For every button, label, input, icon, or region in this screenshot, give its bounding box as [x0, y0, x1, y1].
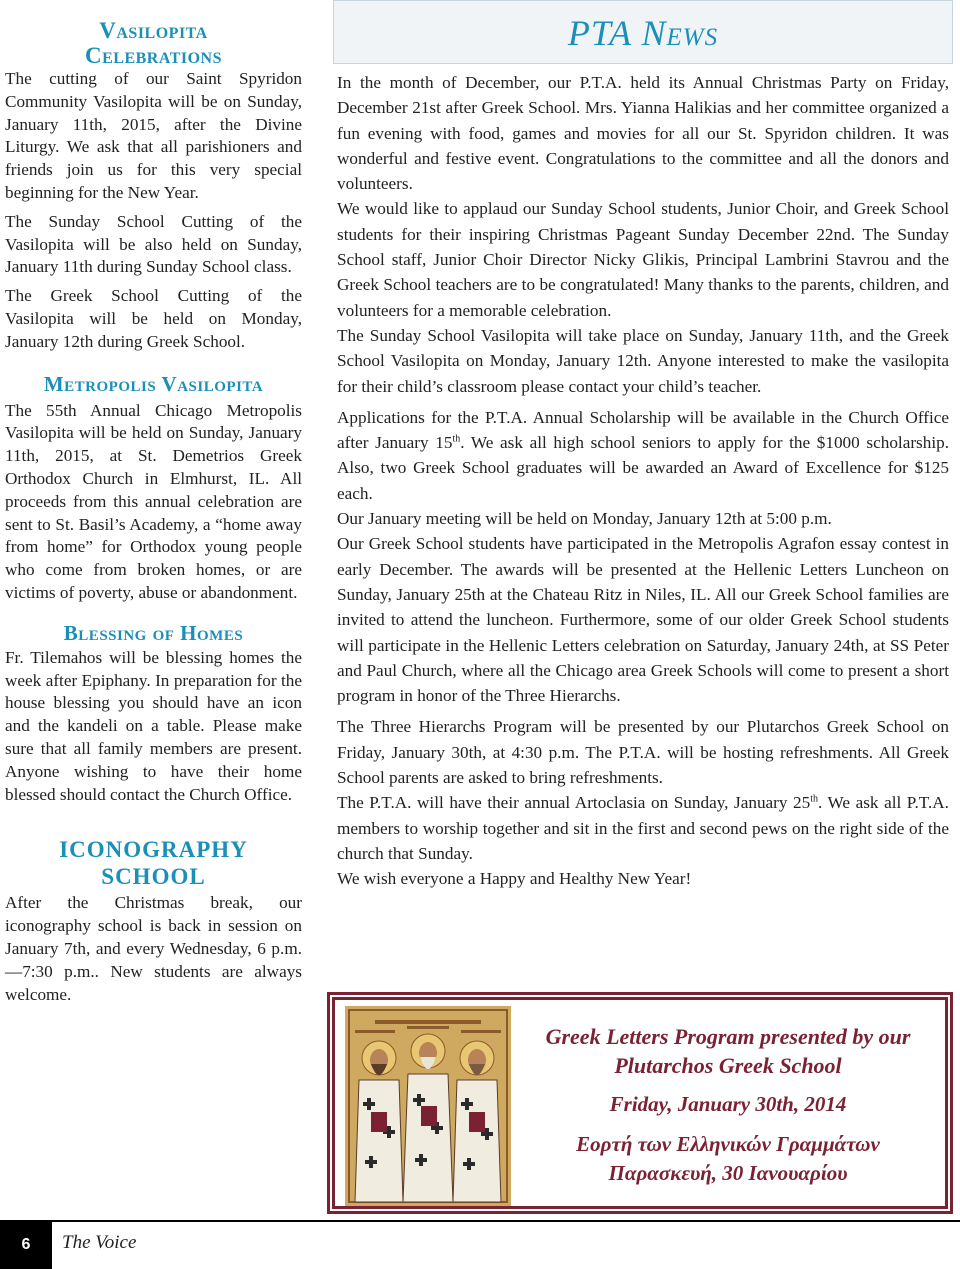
page-footer — [0, 1220, 960, 1269]
blessing-paragraph: Fr. Tilemahos will be blessing homes the week after Epiphany. In preparation for the house blessing you should have an icon and the kandeli on a table. Please make sure that all family members are present. Anyone wishing to have their home blessed should contact the Church Office. — [5, 647, 302, 804]
pta-news-title: PTA News — [567, 13, 719, 53]
banner-line2: Plutarchos Greek School — [614, 1053, 842, 1078]
banner-greek-line1: Εορτή των Ελληνικών Γραμμάτων — [576, 1132, 880, 1156]
scholarship-paragraph — [337, 405, 949, 506]
artoclasia-text-a: The P.T.A. will have their annual Artoclasia on Sunday, January 25 — [337, 793, 811, 813]
iconography-title-line1: ICONOGRAPHY — [59, 837, 248, 863]
footer-divider — [52, 1220, 960, 1222]
pageant-paragraph: We would like to applaud our Sunday School students, Junior Choir, and Greek School students for their inspiring Christmas Pageant Sunday December 22nd. The Sunday School staff, Junior Choir Director Nicky Glikis, Principal Lambrini Stavrou and the Greek School teachers are to be congratulated! Many thanks to the parents, children, and volunteers for a memorable celebration. — [337, 199, 949, 320]
metropolis-title: Metropolis Vasilopita — [43, 371, 264, 396]
artoclasia-sup: th — [810, 793, 819, 805]
pta-news-header — [333, 0, 953, 64]
artoclasia-paragraph — [337, 790, 949, 866]
agrafon-paragraph: Our Greek School students have participated in the Metropolis Agrafon essay contest in early December. The awards will be presented at the Hellenic Letters Luncheon on Sunday, January 25th at the Chateau Ritz in Niles, IL. All our Greek School families are invited to attend the luncheon. Furthermore, some of our older Greek School students will participate in the Hellenic Letters celebration on Saturday, January 24th, at SS Peter and Paul Church, where all the Chicago area Greek Schools will come to present a short program in honor of the Three Hierarchs. — [337, 534, 949, 706]
vasilopita-title-line1: Vasilopita — [99, 18, 208, 43]
artoclasia-text-b: . We ask all P.T.A. members to worship together and sit in the first and second pews on the right side of the church that Sunday. — [337, 793, 949, 863]
publication-name: The Voice — [62, 1232, 137, 1253]
new-year-wish: We wish everyone a Happy and Healthy New Year! — [337, 869, 692, 889]
blessing-title: Blessing of Homes — [63, 620, 244, 645]
sunday-school-cutting-paragraph: The Sunday School Cutting of the Vasilopita will be also held on Sunday, January 11th during Sunday School class. — [5, 211, 302, 277]
three-hierarchs-icon — [345, 1006, 511, 1206]
vasilopita-title-line2: Celebrations — [84, 43, 223, 68]
christmas-party-paragraph: In the month of December, our P.T.A. held its Annual Christmas Party on Friday, December 21st after Greek School. Mrs. Yianna Halikias and her committee organized a fun evening with food, games and movies for all our St. Spyridon children. It was wonderful and festive event. Congratulations to the committee and all the donors and volunteers. — [337, 73, 949, 194]
banner-date: Friday, January 30th, 2014 — [609, 1092, 847, 1116]
left-column — [5, 18, 302, 1006]
metropolis-paragraph: The 55th Annual Chicago Metropolis Vasilopita will be held on Sunday, January 11th, 2015, at St. Demetrios Greek Orthodox Church in Elmhurst, IL. All proceeds from this annual celebration are sent to St. Basil’s Academy, a “home away from home” for Orthodox young people who come from broken homes, or are victims of poverty, abuse or abandonment. — [5, 400, 302, 602]
scholarship-sup: th — [452, 433, 461, 445]
greek-school-cutting-paragraph: The Greek School Cutting of the Vasilopita will be held on Monday, January 12th during Greek School. — [5, 286, 302, 351]
vasilopita-paragraph: The cutting of our Saint Spyridon Community Vasilopita will be on Sunday, January 11th, 2015, after the Divine Liturgy. We ask that all parishioners and friends join us for this very special beginning for the New Year. — [5, 69, 302, 202]
scholarship-text-a: Applications for the P.T.A. Annual Scholarship will be available in the Church Office after January 15 — [337, 407, 949, 453]
iconography-title — [5, 836, 302, 890]
scholarship-text-b: . We ask all high school seniors to apply for the $1000 scholarship. Also, two Greek School graduates will be awarded an Award of Excellence for $125 each. — [337, 433, 949, 503]
greek-letters-banner — [327, 992, 953, 1214]
iconography-title-line2: SCHOOL — [101, 864, 206, 890]
page-number: 6 — [0, 1220, 52, 1269]
banner-greek-line2: Παρασκευή, 30 Ιανουαρίου — [608, 1161, 848, 1185]
meeting-paragraph: Our January meeting will be held on Monday, January 12th at 5:00 p.m. — [337, 509, 832, 529]
three-hierarchs-paragraph: The Three Hierarchs Program will be presented by our Plutarchos Greek School on Friday, January 30th, at 4:30 p.m. The P.T.A. will be hosting refreshments. All Greek School parents are asked to bring refreshments. — [337, 717, 949, 788]
vasilopita-title — [5, 18, 302, 68]
right-column — [333, 0, 953, 892]
banner-line1: Greek Letters Program presented by our — [545, 1024, 911, 1049]
vasilopita-classroom-paragraph: The Sunday School Vasilopita will take place on Sunday, January 11th, and the Greek School Vasilopita on Monday, January 12th. Anyone interested to make the vasilopita for their child’s classroom please contact your child’s teacher. — [337, 325, 949, 396]
banner-text — [513, 1022, 943, 1188]
iconography-paragraph: After the Christmas break, our iconography school is back in session on January 7th, and every Wednesday, 6 p.m.—7:30 p.m.. New students are always welcome. — [5, 893, 302, 1004]
